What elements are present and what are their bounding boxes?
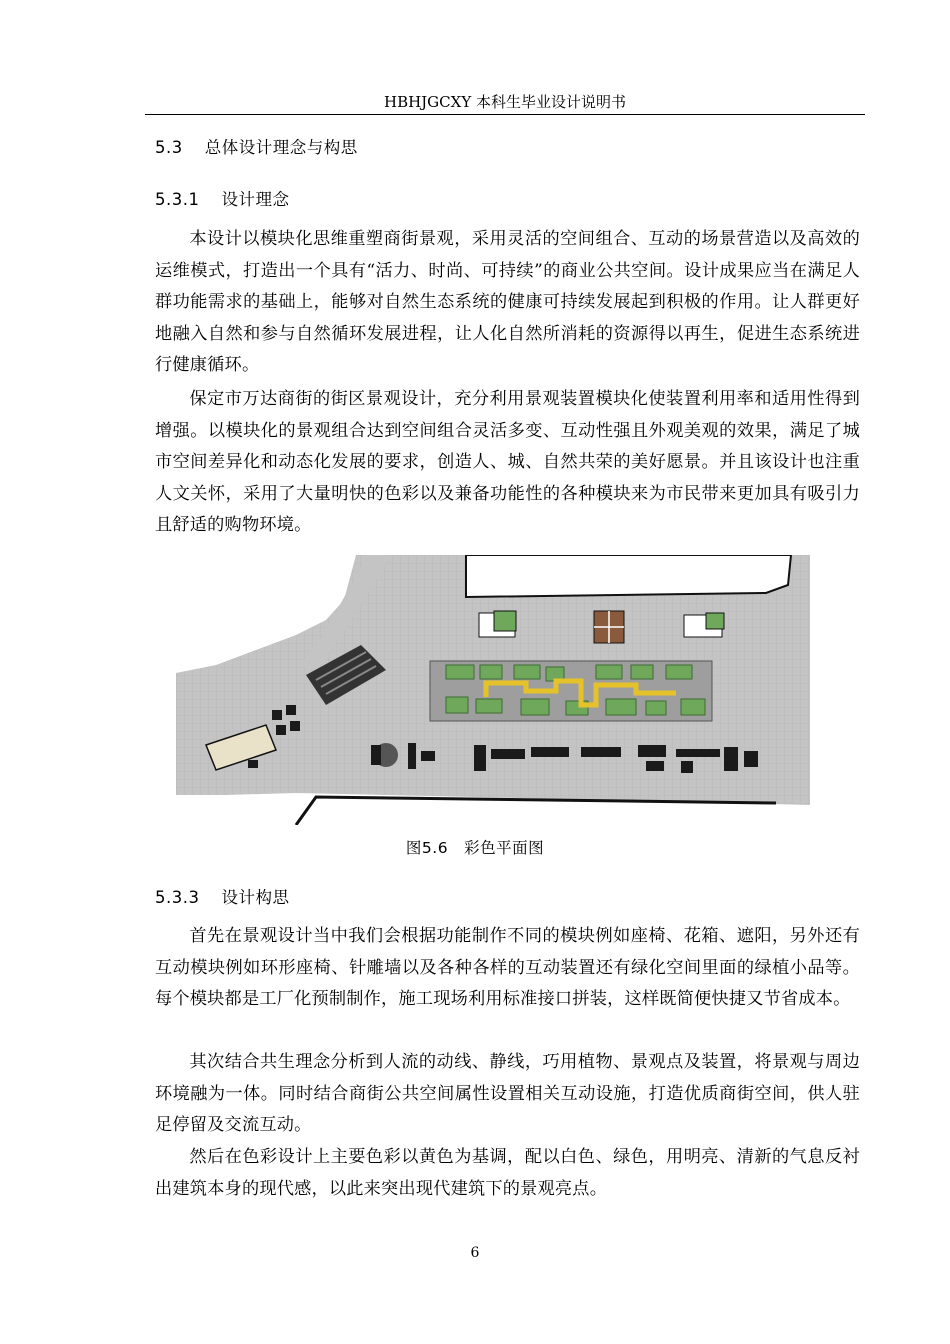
figure-caption [0,836,950,858]
section-heading-5-3 [155,134,358,158]
section-title: 设计理念 [221,190,290,209]
kiosk-center [594,611,624,643]
paragraph-design-concept-2: 保定市万达商街的街区景观设计，充分利用景观装置模块化使装置利用率和适用性得到增强。以模块化的景观组合达到空间组合灵活多变、互动性强且外观美观的效果，满足了城市空间差异化和动态化发展的要求，创造人、城、自然共荣的美好愿景。并且该设计也注重人文关怀，采用了大量明快的色彩以及兼备功能性的各种模块来为市民带来更加具有吸引力且舒适的购物环境。 [155,389,860,535]
header-title: HBHJGCXY 本科生毕业设计说明书 [383,93,626,111]
figure-caption-text: 彩色平面图 [464,839,545,857]
section-title: 设计构思 [221,888,290,907]
section-title: 总体设计理念与构思 [204,138,358,157]
paragraph-design-idea-1: 首先在景观设计当中我们会根据功能制作不同的模块例如座椅、花箱、遮阳，另外还有互动模块例如环形座椅、针雕墙以及各种各样的互动装置还有绿化空间里面的绿植小品等。每个模块都是工厂化预制制作，施工现场利用标准接口拼装，这样既简便快捷又节省成本。 [155,926,860,1009]
page-number: 6 [470,1245,480,1261]
paragraph-design-idea-3: 然后在色彩设计上主要色彩以黄色为基调，配以白色、绿色，用明亮、清新的气息反衬出建筑本身的现代感，以此来突出现代建筑下的景观亮点。 [155,1147,860,1199]
site-plan-image [176,555,810,825]
kiosk-left [479,611,516,637]
kiosk-right [684,613,724,637]
paragraph-design-idea-2: 其次结合共生理念分析到人流的动线、静线，巧用植物、景观点及装置，将景观与周边环境融为一体。同时结合商街公共空间属性设置相关互动设施，打造优质商街空间，供人驻足停留及交流互动。 [155,1052,860,1135]
section-number: 5.3.1 [155,190,200,209]
figure-number: 图5.6 [405,839,449,857]
section-number: 5.3 [155,138,183,157]
page-header [145,90,865,115]
color-site-plan-figure [176,555,810,825]
paragraph-design-concept-1: 本设计以模块化思维重塑商街景观，采用灵活的空间组合、互动的场景营造以及高效的运维模式，打造出一个具有“活力、时尚、可持续”的商业公共空间。设计成果应当在满足人群功能需求的基础上，能够对自然生态系统的健康可持续发展起到积极的作用。让人群更好地融入自然和参与自然循环发展进程，让人化自然所消耗的资源得以再生，促进生态系统进行健康循环。 [155,229,860,375]
section-heading-5-3-1 [155,186,289,210]
section-heading-5-3-3 [155,884,289,908]
section-number: 5.3.3 [155,888,200,907]
building-top-right [466,555,791,597]
